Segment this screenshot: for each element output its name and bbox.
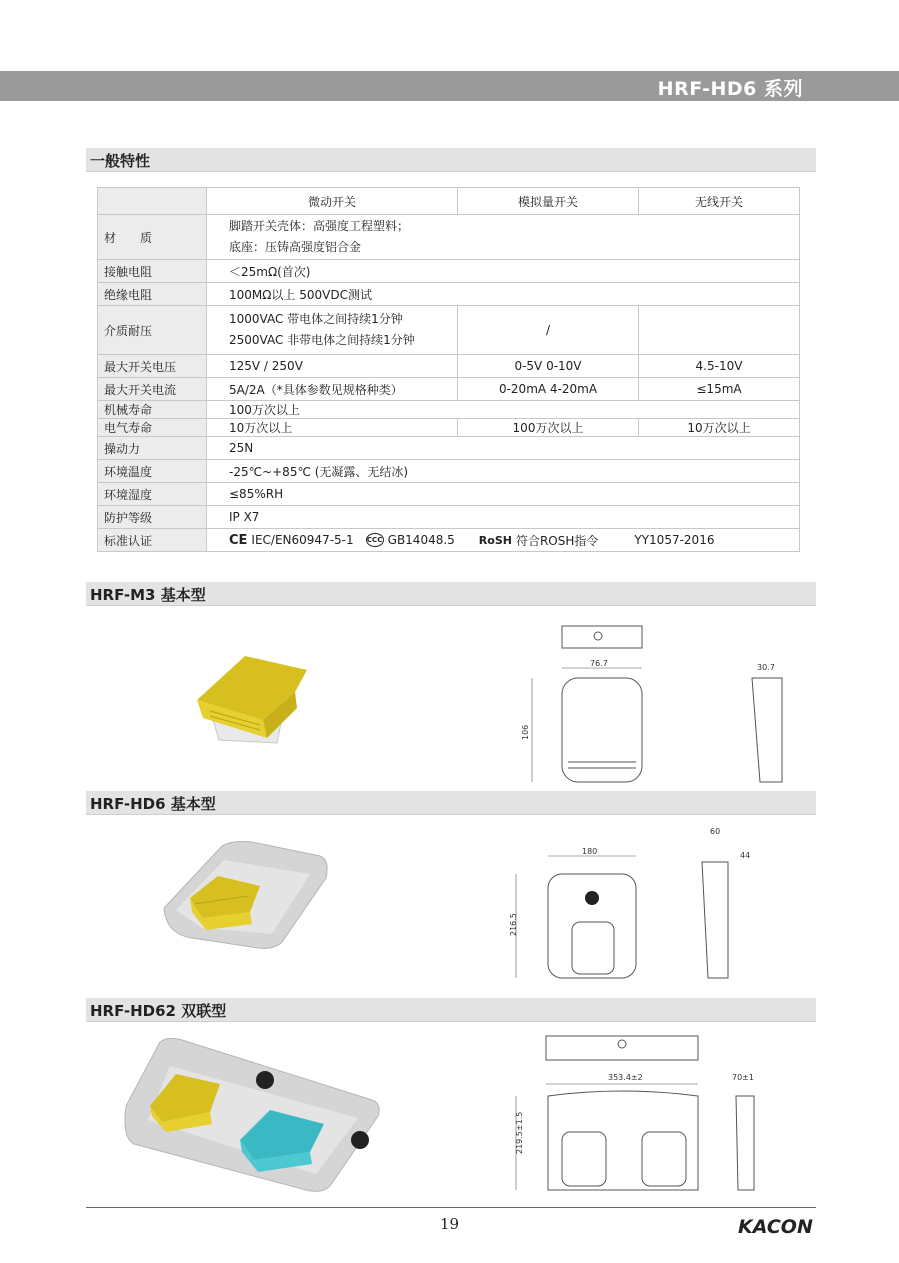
hd6-product-image <box>162 838 332 953</box>
header-cell-analog: 模拟量开关 <box>458 188 639 215</box>
hd62-height-label: 219.5±1.5 <box>515 1111 524 1154</box>
row-label-material: 材 质 <box>98 215 207 260</box>
cert-yy: YY1057-2016 <box>634 533 715 547</box>
voltage-wireless: 4.5-10V <box>639 355 800 378</box>
section-hd62 <box>86 998 816 1022</box>
row-value-material <box>207 215 800 260</box>
row-label-humidity: 环境湿度 <box>98 483 207 506</box>
dielectric-line-1: 1000VAC 带电体之间持续1分钟 <box>229 312 403 326</box>
table-row <box>98 401 800 419</box>
cert-gb: GB14048.5 <box>387 533 455 547</box>
table-row <box>98 419 800 437</box>
hd62-dimension-drawing <box>498 1030 778 1200</box>
m3-dimension-drawing <box>520 622 810 787</box>
row-value-force: 25N <box>207 437 800 460</box>
header-cell-micro: 微动开关 <box>207 188 458 215</box>
hd6-depth-label: 60 <box>710 827 721 836</box>
current-analog: 0-20mA 4-20mA <box>458 378 639 401</box>
m3-depth-label: 30.7 <box>757 663 775 672</box>
current-wireless: ≤15mA <box>639 378 800 401</box>
brand-logo: KACON <box>738 1216 813 1238</box>
row-value-temp: -25℃~+85℃ (无凝露、无结冰) <box>207 460 800 483</box>
section-hd6 <box>86 791 816 815</box>
section-m3 <box>86 582 816 606</box>
row-label-force: 操动力 <box>98 437 207 460</box>
hd6-width-label: 180 <box>582 847 598 856</box>
header-bar <box>0 71 899 101</box>
hd62-product-image <box>120 1036 385 1196</box>
row-value-contact: ＜25mΩ(首次) <box>207 260 800 283</box>
ce-mark: CE <box>229 532 248 548</box>
spec-table <box>97 187 800 552</box>
cert-iec: IEC/EN60947-5-1 <box>251 533 354 547</box>
table-row <box>98 460 800 483</box>
row-label-voltage: 最大开关电压 <box>98 355 207 378</box>
page-number: 19 <box>440 1215 460 1233</box>
row-label-cert: 标准认证 <box>98 529 207 552</box>
section-m3-title: HRF-M3 基本型 <box>90 586 206 604</box>
row-label-protection: 防护等级 <box>98 506 207 529</box>
header-cell-empty <box>98 188 207 215</box>
m3-height-label: 106 <box>521 724 530 740</box>
material-line-1: 脚踏开关壳体：高强度工程塑料； <box>229 219 410 233</box>
m3-width-label: 76.7 <box>590 659 608 668</box>
row-label-contact: 接触电阻 <box>98 260 207 283</box>
elec-wireless: 10万次以上 <box>639 419 800 437</box>
table-row <box>98 260 800 283</box>
table-row <box>98 506 800 529</box>
elec-analog: 100万次以上 <box>458 419 639 437</box>
section-hd62-title: HRF-HD62 双联型 <box>90 1002 227 1020</box>
header-cell-wireless: 无线开关 <box>639 188 800 215</box>
current-micro: 5A/2A（*具体参数见规格种类） <box>207 378 458 401</box>
table-header-row <box>98 188 800 215</box>
table-row <box>98 378 800 401</box>
series-title: HRF-HD6 系列 <box>657 78 803 100</box>
row-label-temp: 环境温度 <box>98 460 207 483</box>
hd6-dimension-drawing <box>498 822 768 987</box>
hd6-depth2-label: 44 <box>740 851 751 860</box>
row-label-insulation: 绝缘电阻 <box>98 283 207 306</box>
section-hd6-title: HRF-HD6 基本型 <box>90 795 216 813</box>
section-general <box>86 148 816 172</box>
section-general-title: 一般特性 <box>90 152 151 170</box>
footer-rule <box>86 1207 816 1208</box>
ccc-mark: CCC <box>366 533 384 547</box>
row-label-dielectric: 介质耐压 <box>98 306 207 355</box>
m3-product-image <box>185 648 325 748</box>
elec-micro: 10万次以上 <box>207 419 458 437</box>
material-line-2: 底座：压铸高强度铝合金 <box>229 240 362 254</box>
table-row <box>98 483 800 506</box>
row-value-dielectric-wireless <box>639 306 800 355</box>
cert-rosh: 符合ROSH指令 <box>515 533 599 548</box>
dielectric-line-2: 2500VAC 非带电体之间持续1分钟 <box>229 333 415 347</box>
voltage-analog: 0-5V 0-10V <box>458 355 639 378</box>
table-row <box>98 529 800 552</box>
table-row <box>98 283 800 306</box>
row-value-humidity: ≤85%RH <box>207 483 800 506</box>
row-value-mech: 100万次以上 <box>207 401 800 419</box>
table-row <box>98 437 800 460</box>
row-value-cert <box>207 529 800 552</box>
table-row <box>98 306 800 355</box>
row-value-protection: IP X7 <box>207 506 800 529</box>
row-label-elec: 电气寿命 <box>98 419 207 437</box>
hd62-depth-label: 70±1 <box>732 1073 754 1082</box>
table-row <box>98 355 800 378</box>
row-value-dielectric-analog: / <box>458 306 639 355</box>
hd62-width-label: 353.4±2 <box>608 1073 643 1082</box>
table-row <box>98 215 800 260</box>
rosh-mark: RoSH <box>478 533 512 547</box>
row-label-mech: 机械寿命 <box>98 401 207 419</box>
voltage-micro: 125V / 250V <box>207 355 458 378</box>
row-label-current: 最大开关电流 <box>98 378 207 401</box>
row-value-dielectric <box>207 306 458 355</box>
row-value-insulation: 100MΩ以上 500VDC测试 <box>207 283 800 306</box>
hd6-height-label: 216.5 <box>509 913 518 936</box>
